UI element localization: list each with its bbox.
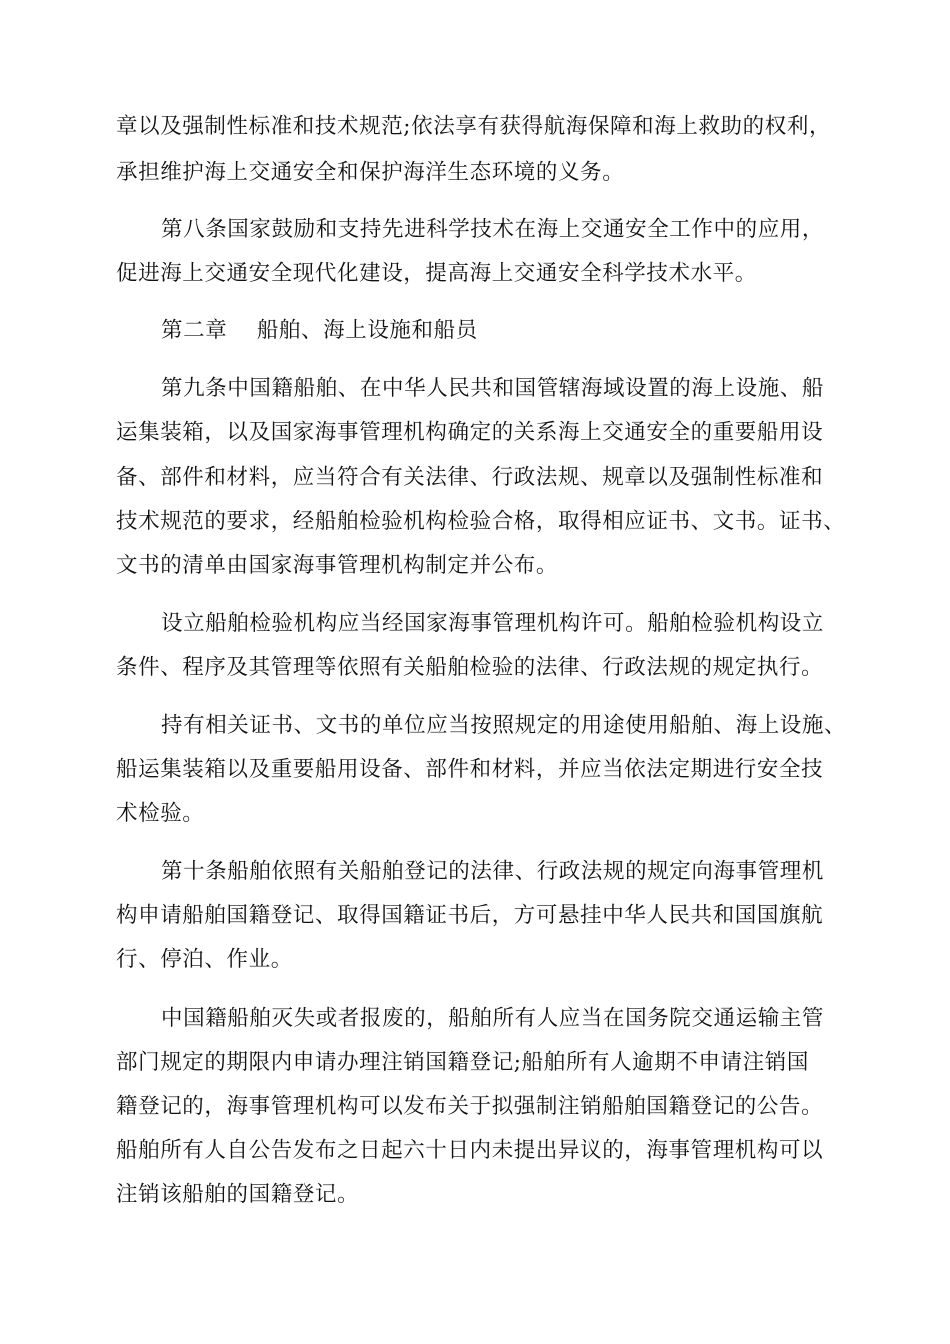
text-line: 设立船舶检验机构应当经国家海事管理机构许可。船舶检验机构设立 (161, 611, 825, 636)
text-line: 章以及强制性标准和技术规范;依法享有获得航海保障和海上救助的权利， (116, 114, 832, 139)
chapter-title: 第二章 船舶、海上设施和船员 (161, 318, 478, 343)
text-line: 第九条中国籍船舶、在中华人民共和国管辖海域设置的海上设施、船 (161, 376, 825, 401)
text-line: 备、部件和材料，应当符合有关法律、行政法规、规章以及强制性标准和 (116, 465, 824, 490)
text-line: 承担维护海上交通安全和保护海洋生态环境的义务。 (116, 160, 625, 185)
text-line: 运集装箱，以及国家海事管理机构确定的关系海上交通安全的重要船用设 (116, 420, 824, 445)
text-line: 部门规定的期限内申请办理注销国籍登记;船舶所有人逾期不申请注销国 (116, 1050, 809, 1075)
text-line: 行、停泊、作业。 (116, 947, 293, 972)
text-line: 构申请船舶国籍登记、取得国籍证书后，方可悬挂中华人民共和国国旗航 (116, 903, 824, 928)
text-line: 促进海上交通安全现代化建设，提高海上交通安全科学技术水平。 (116, 261, 757, 286)
text-line: 船舶所有人自公告发布之日起六十日内未提出异议的，海事管理机构可以 (116, 1138, 824, 1163)
text-line: 中国籍船舶灭失或者报废的，船舶所有人应当在国务院交通运输主管 (161, 1006, 825, 1031)
text-line: 文书的清单由国家海事管理机构制定并公布。 (116, 553, 559, 578)
text-line: 术检验。 (116, 801, 205, 826)
text-line: 条件、程序及其管理等依照有关船舶检验的法律、行政法规的规定执行。 (116, 655, 824, 680)
text-line: 注销该船舶的国籍登记。 (116, 1182, 360, 1207)
text-line: 技术规范的要求，经船舶检验机构检验合格，取得相应证书、文书。证书、 (116, 509, 846, 534)
text-line: 第八条国家鼓励和支持先进科学技术在海上交通安全工作中的应用， (161, 217, 825, 242)
text-line: 持有相关证书、文书的单位应当按照规定的用途使用船舶、海上设施、 (161, 713, 847, 738)
text-line: 船运集装箱以及重要船用设备、部件和材料，并应当依法定期进行安全技 (116, 757, 824, 782)
text-line: 第十条船舶依照有关船舶登记的法律、行政法规的规定向海事管理机 (161, 859, 825, 884)
text-line: 籍登记的，海事管理机构可以发布关于拟强制注销船舶国籍登记的公告。 (116, 1094, 824, 1119)
